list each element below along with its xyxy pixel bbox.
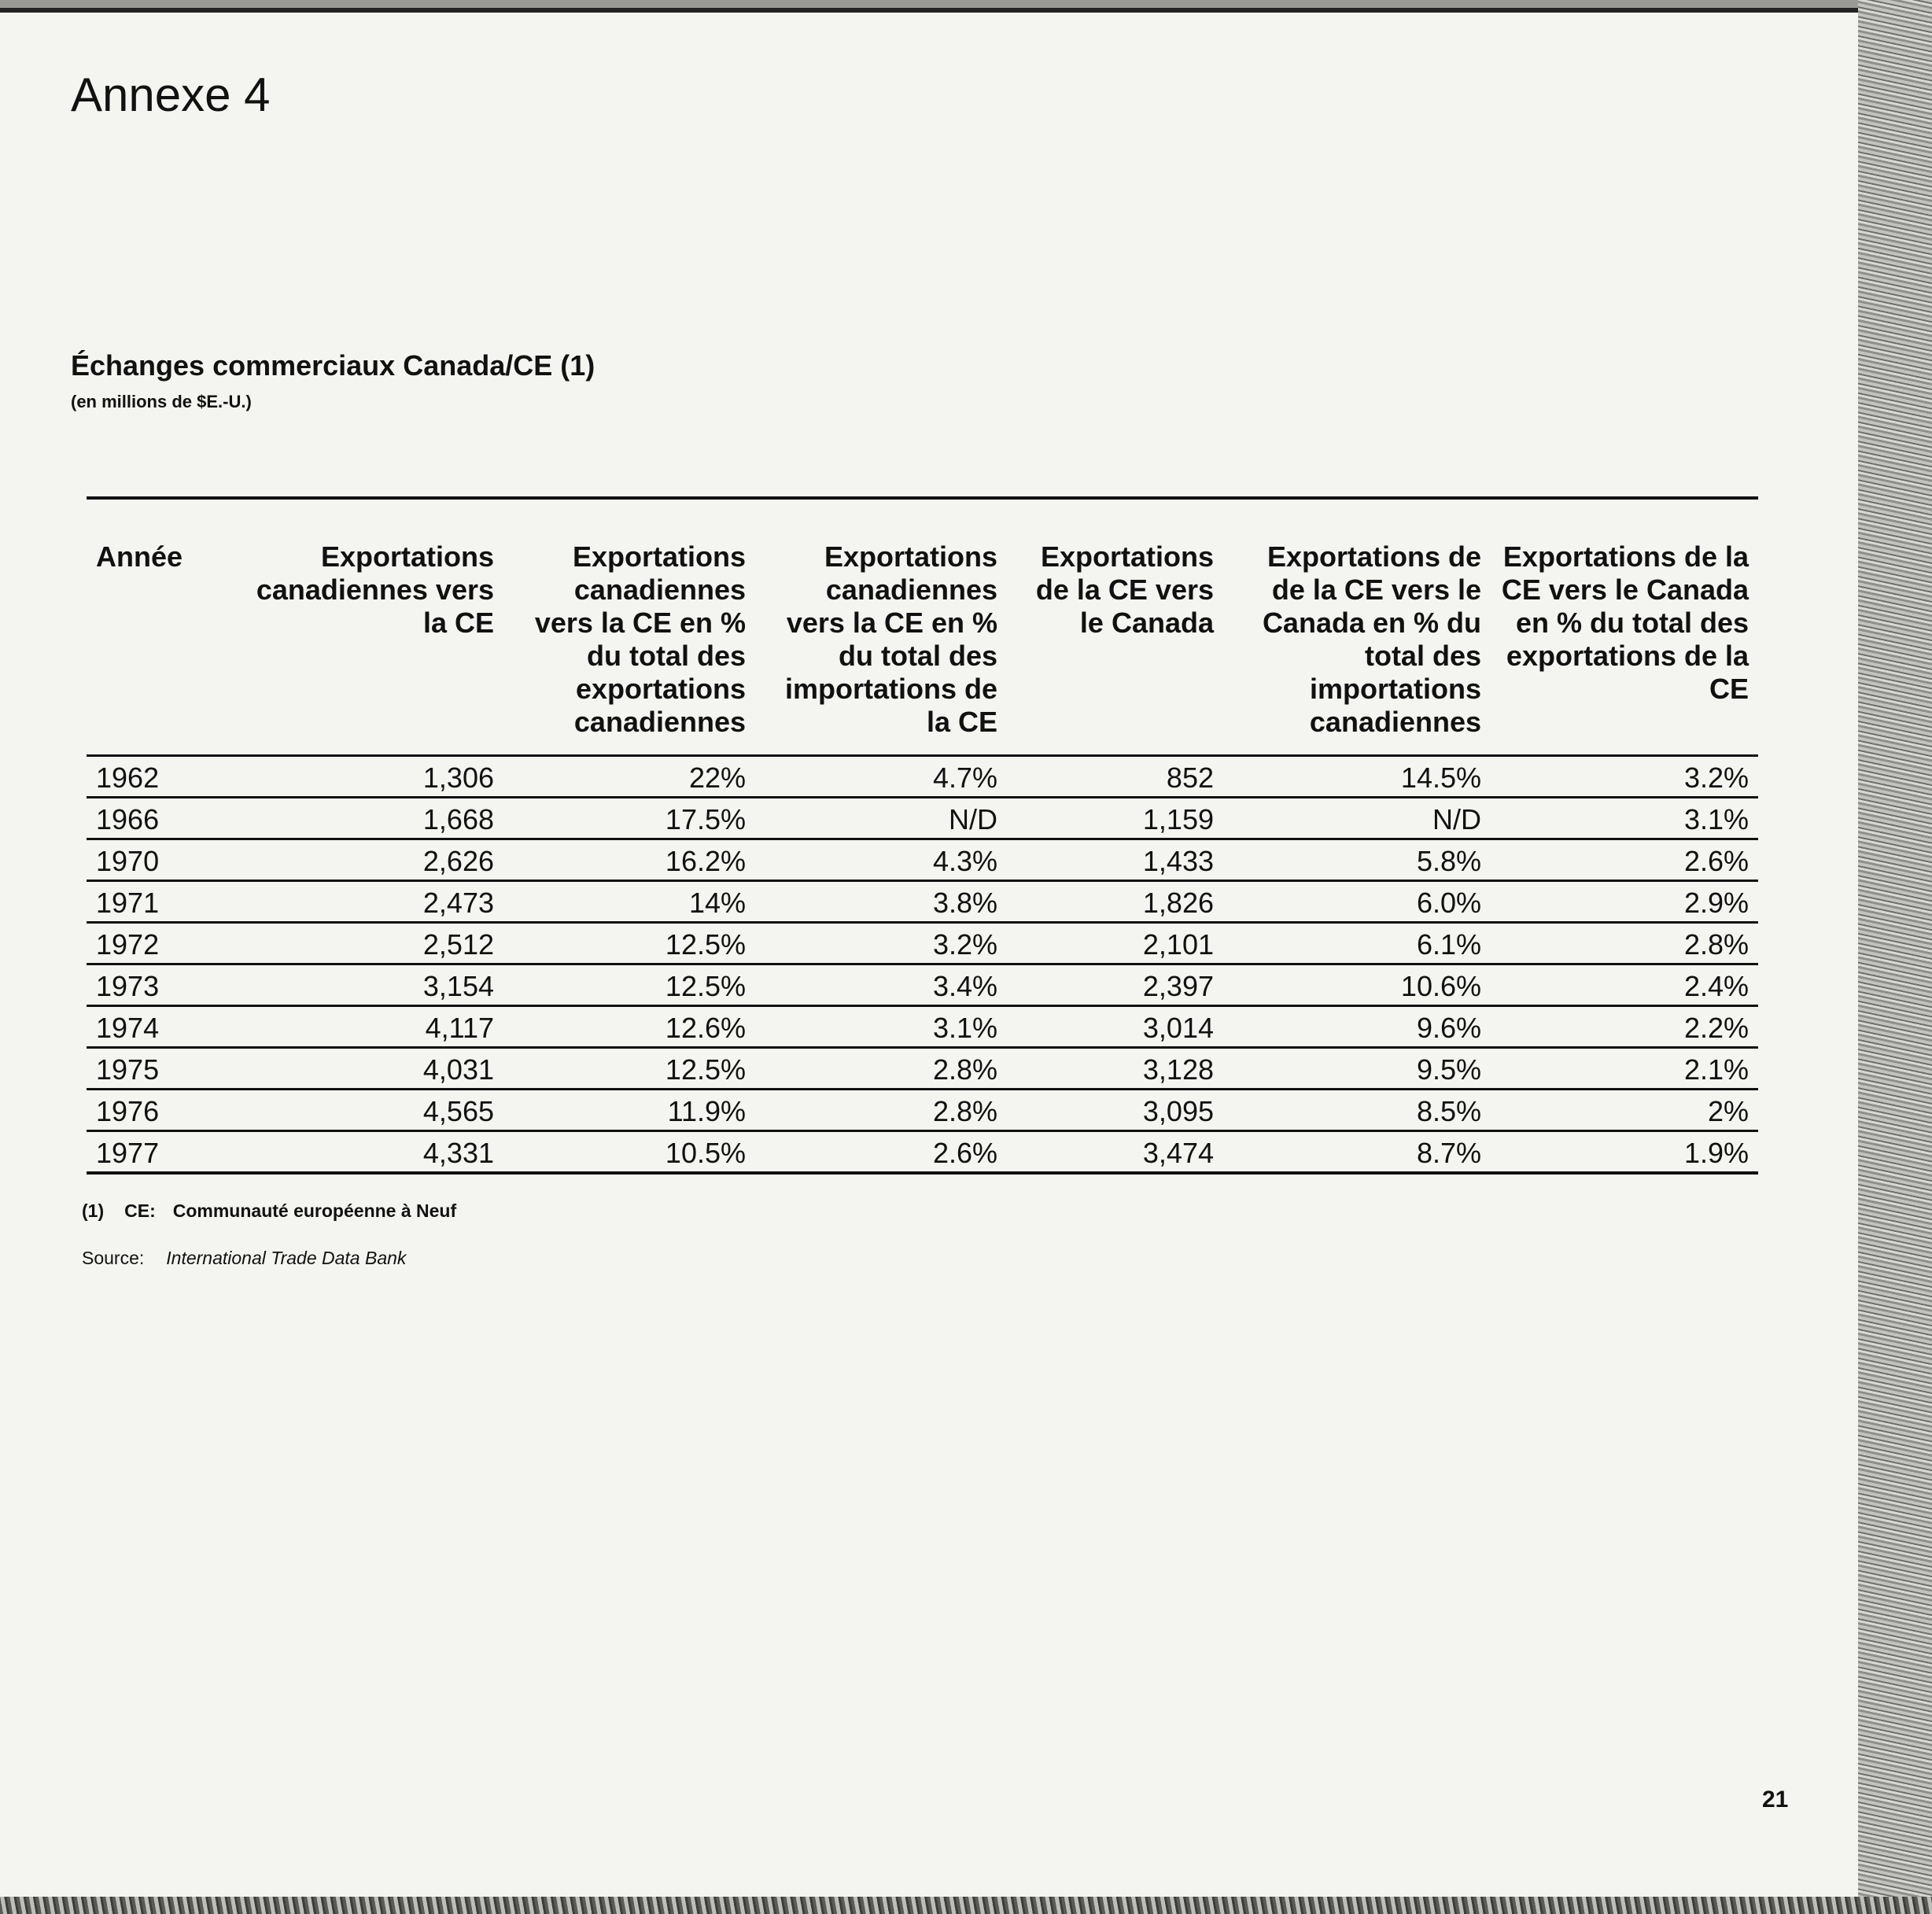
value-cell: 6.0% <box>1223 881 1491 923</box>
table-header <box>87 498 1758 756</box>
header-row <box>87 498 1758 756</box>
value-cell: 3.1% <box>1491 798 1758 839</box>
source-line <box>82 1248 406 1269</box>
value-cell: N/D <box>755 798 1007 839</box>
scan-edge-bottom <box>0 1897 1932 1914</box>
value-cell: 3.2% <box>1491 756 1758 798</box>
value-cell: 1,668 <box>244 798 503 839</box>
value-cell: 12.5% <box>503 1048 755 1090</box>
value-cell: 3,128 <box>1007 1048 1223 1090</box>
value-cell: 2,397 <box>1007 964 1223 1006</box>
value-cell: 2,512 <box>244 923 503 964</box>
table-subtitle: (en millions de $E.-U.) <box>71 392 252 411</box>
value-cell: 3.1% <box>755 1006 1007 1048</box>
scan-edge-right <box>1858 0 1932 1914</box>
year-cell: 1976 <box>87 1090 244 1131</box>
value-cell: 2.8% <box>1491 923 1758 964</box>
value-cell: 3.4% <box>755 964 1007 1006</box>
page-number: 21 <box>1762 1787 1789 1813</box>
value-cell: 2.1% <box>1491 1048 1758 1090</box>
value-cell: 2.9% <box>1491 881 1758 923</box>
value-cell: 8.7% <box>1416 1137 1481 1169</box>
value-cell: 16.2% <box>503 839 755 881</box>
value-cell: 12.6% <box>503 1006 755 1048</box>
column-header: Exportations de la CE vers le Canada en % du total des exportations de la CE <box>1491 498 1758 756</box>
value-cell: 9.5% <box>1223 1048 1491 1090</box>
value-cell: 1,826 <box>1007 881 1223 923</box>
value-cell: 22% <box>503 756 755 798</box>
column-header: Exportations de de la CE vers le Canada en % du total des importations canadiennes <box>1223 498 1491 756</box>
value-cell: 10.5% <box>665 1137 746 1169</box>
column-header: Année <box>87 498 244 756</box>
table-row <box>87 1006 1758 1048</box>
trade-table <box>87 496 1758 1175</box>
value-cell: 9.6% <box>1223 1006 1491 1048</box>
value-cell: 2,626 <box>244 839 503 881</box>
table-row <box>87 1131 1758 1174</box>
table-row <box>87 1048 1758 1090</box>
value-cell: 5.8% <box>1223 839 1491 881</box>
value-cell: 1,306 <box>244 756 503 798</box>
value-cell: 4,117 <box>244 1006 503 1048</box>
year-cell: 1973 <box>87 964 244 1006</box>
value-cell: 2.4% <box>1491 964 1758 1006</box>
value-cell: 2.8% <box>755 1090 1007 1131</box>
year-cell: 1972 <box>87 923 244 964</box>
value-cell: 3,154 <box>244 964 503 1006</box>
table-row <box>87 881 1758 923</box>
year-cell: 1975 <box>87 1048 244 1090</box>
value-cell: 852 <box>1007 756 1223 798</box>
value-cell: 2.6% <box>1491 839 1758 881</box>
value-cell: 2,101 <box>1007 923 1223 964</box>
column-header: Exportations de la CE vers le Canada <box>1007 498 1223 756</box>
value-cell: 2.8% <box>755 1048 1007 1090</box>
value-cell: 4.3% <box>755 839 1007 881</box>
footnote <box>82 1200 456 1222</box>
value-cell: 3,095 <box>1007 1090 1223 1131</box>
value-cell: 14.5% <box>1223 756 1491 798</box>
source-value: International Trade Data Bank <box>166 1248 407 1268</box>
value-cell: 12.5% <box>503 964 755 1006</box>
table-row <box>87 964 1758 1006</box>
value-cell: 2,473 <box>244 881 503 923</box>
year-cell: 1970 <box>87 839 244 881</box>
annex-title: Annexe 4 <box>71 68 271 121</box>
value-cell: 3.2% <box>755 923 1007 964</box>
year-cell: 1962 <box>87 756 244 798</box>
value-cell: 11.9% <box>503 1090 755 1131</box>
value-cell: 1,433 <box>1007 839 1223 881</box>
value-cell: 3,474 <box>1142 1137 1214 1169</box>
table-row <box>87 756 1758 798</box>
value-cell: 4,565 <box>244 1090 503 1131</box>
table-title: Échanges commerciaux Canada/CE (1) <box>71 349 595 382</box>
year-cell: 1977 <box>96 1137 160 1169</box>
value-cell: 4.7% <box>755 756 1007 798</box>
table-row <box>87 798 1758 839</box>
footnote-text: Communauté européenne à Neuf <box>172 1200 457 1221</box>
table-row <box>87 1090 1758 1131</box>
source-label: Source: <box>82 1248 145 1268</box>
footnote-key: CE: <box>124 1200 156 1221</box>
value-cell: 3.8% <box>755 881 1007 923</box>
value-cell: 10.6% <box>1223 964 1491 1006</box>
year-cell: 1971 <box>87 881 244 923</box>
column-header: Exportations canadiennes vers la CE en % du total des importations de la CE <box>755 498 1007 756</box>
value-cell: 4,331 <box>422 1137 494 1169</box>
year-cell: 1974 <box>87 1006 244 1048</box>
value-cell: 2% <box>1491 1090 1758 1131</box>
value-cell: 12.5% <box>503 923 755 964</box>
document-page <box>0 8 1861 1904</box>
column-header: Exportations canadiennes vers la CE en % du total des exportations canadiennes <box>503 498 755 756</box>
value-cell: 2.2% <box>1491 1006 1758 1048</box>
value-cell: 1,159 <box>1007 798 1223 839</box>
value-cell: 1.9% <box>1683 1137 1749 1169</box>
value-cell: 4,031 <box>244 1048 503 1090</box>
table-row <box>87 923 1758 964</box>
value-cell: N/D <box>1223 798 1491 839</box>
column-header: Exportations canadiennes vers la CE <box>244 498 503 756</box>
footnote-marker: (1) <box>82 1200 105 1221</box>
table-body <box>87 756 1758 1174</box>
value-cell: 8.5% <box>1223 1090 1491 1131</box>
value-cell: 6.1% <box>1223 923 1491 964</box>
value-cell: 14% <box>503 881 755 923</box>
year-cell: 1966 <box>87 798 244 839</box>
value-cell: 17.5% <box>503 798 755 839</box>
table-row <box>87 839 1758 881</box>
value-cell: 3,014 <box>1007 1006 1223 1048</box>
value-cell: 2.6% <box>932 1137 997 1169</box>
